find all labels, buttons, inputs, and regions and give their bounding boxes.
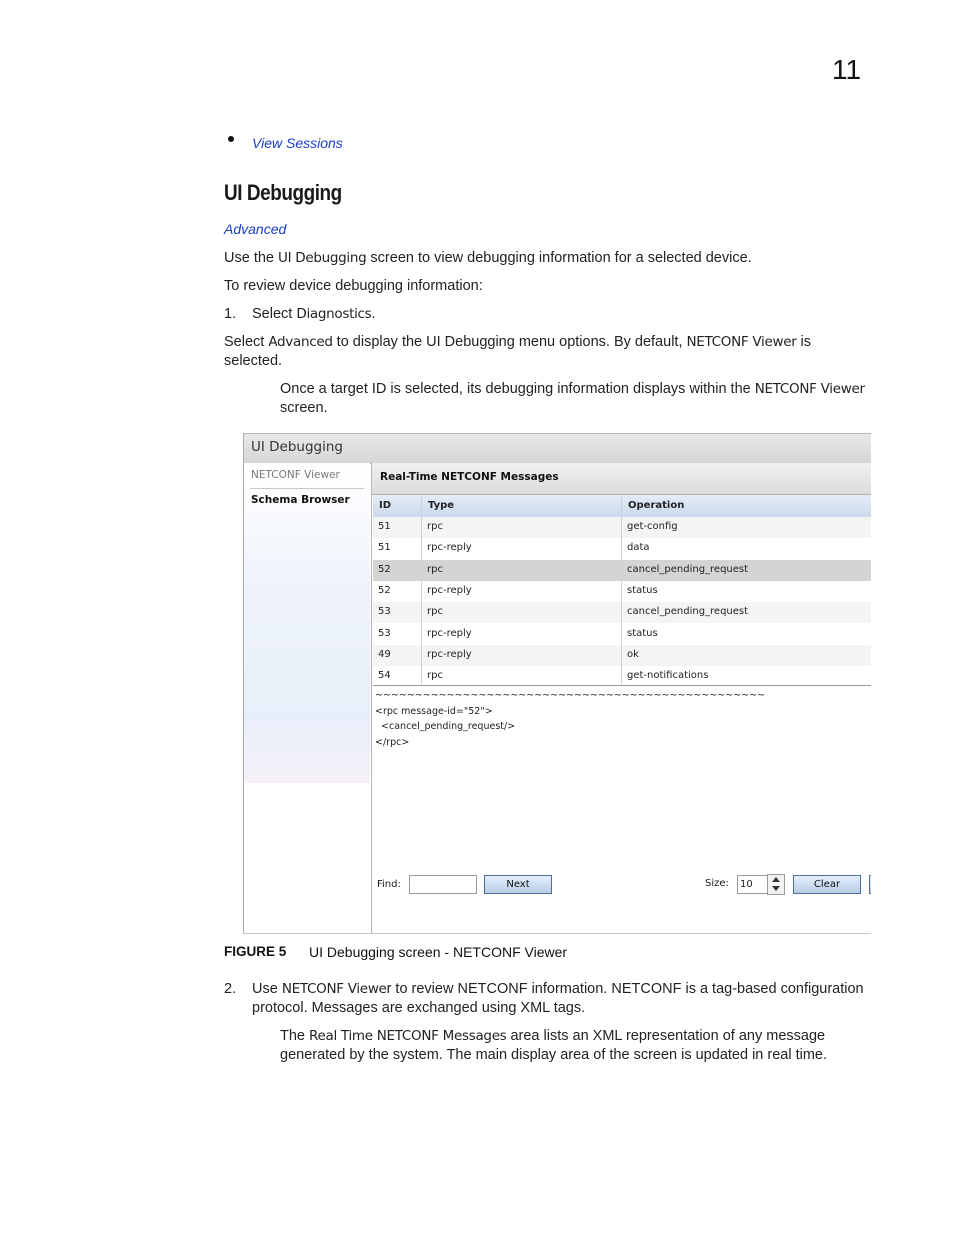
table-cell-op: ok xyxy=(627,648,639,660)
table-row[interactable] xyxy=(373,581,871,602)
text: Use the xyxy=(224,250,278,266)
sidebar xyxy=(244,463,370,933)
target-id-note xyxy=(280,380,880,418)
text: Once a target ID is selected, its debugging information displays within the xyxy=(280,381,755,397)
text: selected. xyxy=(224,353,283,369)
table-cell-id: 51 xyxy=(378,521,391,532)
step-2-number: 2. xyxy=(224,981,237,997)
message-detail-area[interactable] xyxy=(373,685,871,874)
message-line: <rpc message-id="52"> xyxy=(375,705,493,717)
text: to display the UI Debugging menu options. By default, xyxy=(332,334,687,350)
table-cell-op: get-config xyxy=(627,521,678,532)
text: protocol. Messages are exchanged using XML tags. xyxy=(252,1000,586,1016)
message-line: ~~~~~~~~~~~~~~~~~~~~~~~~~~~~~~~~~~~~~~~~~~~~~~~~~ xyxy=(375,690,766,701)
text: Use xyxy=(252,981,282,997)
table-cell-type: rpc-reply xyxy=(427,542,472,554)
ui-term: UI Debugging xyxy=(278,250,367,266)
table-cell-id: 49 xyxy=(378,648,391,660)
cut-off-button[interactable] xyxy=(869,875,871,894)
table-cell-id: 51 xyxy=(378,542,391,554)
column-header-operation[interactable]: Operation xyxy=(628,500,685,511)
text: The xyxy=(280,1028,310,1044)
sidebar-background xyxy=(244,463,370,783)
select-advanced-paragraph xyxy=(224,333,824,371)
text: screen. xyxy=(280,400,328,416)
size-input[interactable]: 10 xyxy=(737,875,771,894)
step-1-text xyxy=(252,305,375,324)
column-header-type[interactable]: Type xyxy=(428,500,455,511)
table-cell-op: cancel_pending_request xyxy=(627,563,749,575)
ui-term: NETCONF Viewer xyxy=(754,381,865,397)
table-cell-op: status xyxy=(627,627,658,639)
text: area lists an XML representation of any message xyxy=(506,1028,826,1044)
table-row[interactable] xyxy=(373,666,871,681)
clear-button[interactable]: Clear xyxy=(793,875,861,894)
ui-term: NETCONF Viewer xyxy=(686,334,797,350)
table-cell-type: rpc-reply xyxy=(427,627,472,639)
table-cell-op: data xyxy=(627,542,650,554)
sidebar-item-schema-browser[interactable]: Schema Browser xyxy=(251,494,350,506)
text: Select xyxy=(224,334,269,350)
column-divider xyxy=(421,495,422,685)
text: screen to view debugging information for a selected device. xyxy=(366,250,752,266)
table-cell-op: status xyxy=(627,584,658,596)
message-line: </rpc> xyxy=(375,736,410,748)
ui-term: Diagnostics. xyxy=(296,306,376,322)
text: generated by the system. The main display area of the screen is updated in real time. xyxy=(280,1047,828,1063)
table-cell-type: rpc xyxy=(427,670,443,681)
netconf-panel xyxy=(371,463,871,933)
sidebar-divider xyxy=(250,488,364,489)
table-cell-id: 53 xyxy=(378,606,391,618)
table-cell-op: get-notifications xyxy=(627,670,709,681)
section-title: UI Debugging xyxy=(224,180,342,205)
panel-header xyxy=(372,463,871,495)
figure-caption: UI Debugging screen - NETCONF Viewer xyxy=(309,944,568,960)
table-cell-type: rpc xyxy=(427,563,443,575)
ui-term: Real Time NETCONF Messages xyxy=(309,1028,507,1044)
table-row[interactable] xyxy=(373,538,871,559)
column-divider xyxy=(621,495,622,685)
table-cell-id: 54 xyxy=(378,670,391,681)
text: r to review NETCONF information. NETCONF is a tag-based configuration xyxy=(386,981,864,997)
size-stepper[interactable] xyxy=(767,874,785,895)
next-button[interactable]: Next xyxy=(484,875,552,894)
footer-toolbar xyxy=(373,873,871,933)
table-cell-type: rpc-reply xyxy=(427,584,472,596)
table-cell-type: rpc-reply xyxy=(427,648,472,660)
advanced-link[interactable]: Advanced xyxy=(224,221,287,237)
message-line: <cancel_pending_request/> xyxy=(375,721,516,732)
table-cell-id: 52 xyxy=(378,584,391,596)
table-cell-type: rpc xyxy=(427,521,443,532)
stepper-down-icon[interactable] xyxy=(772,886,780,891)
ui-debugging-screenshot xyxy=(243,433,871,934)
table-row[interactable] xyxy=(373,517,871,538)
bullet xyxy=(228,136,234,142)
step-1-number: 1. xyxy=(224,306,237,322)
table-header xyxy=(373,495,871,518)
text: Select xyxy=(252,306,297,322)
chapter-number: 11 xyxy=(832,54,862,85)
panel-title: Real-Time NETCONF Messages xyxy=(380,471,559,483)
stepper-up-icon[interactable] xyxy=(772,877,780,882)
table-cell-id: 52 xyxy=(378,563,391,575)
table-cell-op: cancel_pending_request xyxy=(627,606,749,618)
step-2-text xyxy=(252,980,872,1018)
size-label: Size: xyxy=(705,878,729,889)
review-paragraph: To review device debugging information: xyxy=(224,278,483,294)
figure-header xyxy=(244,433,871,464)
real-time-note xyxy=(280,1027,880,1065)
find-input[interactable] xyxy=(409,875,477,894)
table-row[interactable] xyxy=(373,624,871,645)
table-row[interactable] xyxy=(373,645,871,666)
intro-paragraph xyxy=(224,249,752,268)
sidebar-item-netconf-viewer[interactable]: NETCONF Viewer xyxy=(251,469,340,481)
find-label: Find: xyxy=(377,879,401,890)
table-cell-type: rpc xyxy=(427,606,443,618)
figure-title: UI Debugging xyxy=(251,439,343,455)
figure-label: FIGURE 5 xyxy=(224,944,287,959)
table-cell-id: 53 xyxy=(378,627,391,639)
table-row[interactable] xyxy=(373,602,871,623)
text: is xyxy=(796,334,811,350)
ui-term: NETCONF Viewe xyxy=(281,981,387,997)
ui-term: Advanced xyxy=(268,334,333,350)
view-sessions-link[interactable]: View Sessions xyxy=(252,135,343,151)
column-header-id[interactable]: ID xyxy=(379,500,392,511)
table-row[interactable] xyxy=(373,560,871,581)
